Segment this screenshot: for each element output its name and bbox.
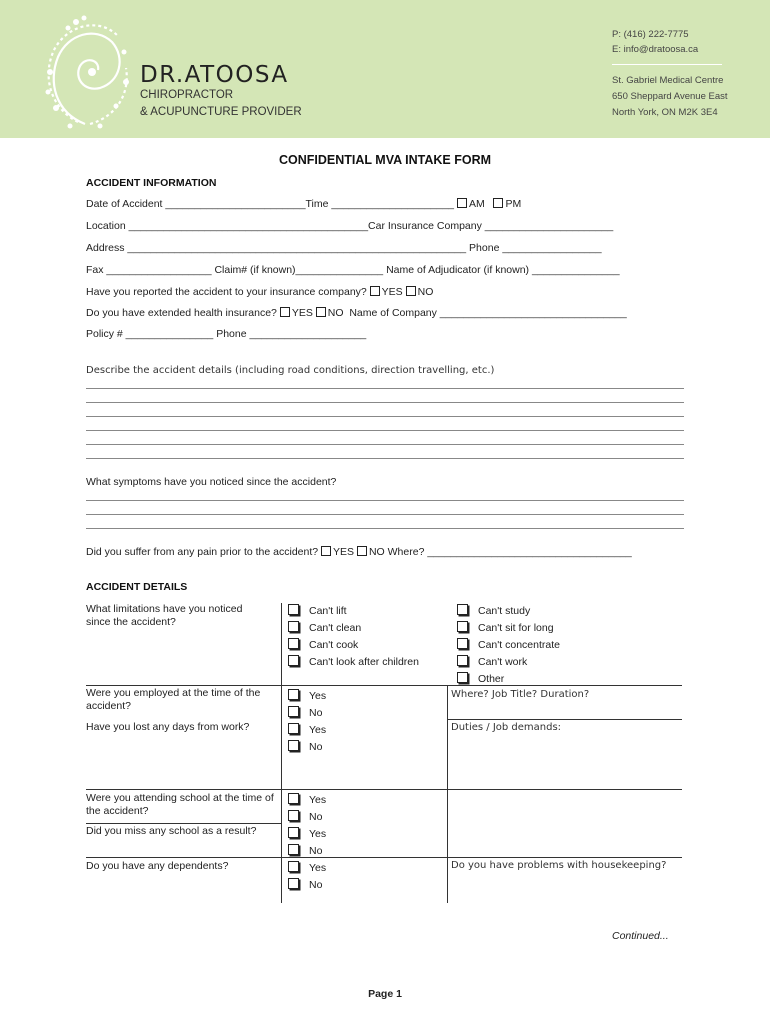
yes-label: Yes bbox=[309, 794, 327, 806]
dependents-no[interactable] bbox=[288, 878, 322, 891]
limit-label: Other bbox=[478, 673, 505, 685]
limit-option[interactable] bbox=[288, 638, 358, 651]
address-field[interactable]: Address __________________________________________________________ Phone _________________ bbox=[86, 242, 602, 254]
symptoms-line[interactable] bbox=[86, 528, 684, 529]
checkbox-icon[interactable] bbox=[457, 638, 468, 649]
yes-label: Yes bbox=[309, 862, 327, 874]
health-question bbox=[86, 307, 627, 319]
school-question: Were you attending school at the time of the accident? bbox=[86, 792, 274, 817]
fax-claim-field[interactable]: Fax __________________ Claim# (if known)_______________ Name of Adjudicator (if known) _______________ bbox=[86, 264, 620, 276]
checkbox-icon[interactable] bbox=[288, 638, 299, 649]
limit-option[interactable] bbox=[457, 638, 560, 651]
letterhead bbox=[0, 0, 770, 138]
form-title: CONFIDENTIAL MVA INTAKE FORM bbox=[278, 153, 492, 167]
am-checkbox[interactable] bbox=[457, 198, 467, 208]
date-time-label: Date of Accident ________________________Time _____________________ bbox=[86, 198, 455, 210]
limit-option[interactable] bbox=[457, 604, 530, 617]
health-yes-label: YES bbox=[291, 307, 313, 319]
checkbox-icon[interactable] bbox=[288, 844, 299, 855]
page-number: Page 1 bbox=[368, 988, 402, 1000]
yes-label: Yes bbox=[309, 690, 327, 702]
limit-label: Can't study bbox=[478, 605, 531, 617]
pm-label: PM bbox=[505, 198, 522, 210]
limit-label: Can't sit for long bbox=[478, 622, 554, 634]
limit-option[interactable] bbox=[288, 655, 419, 668]
address-line-2: 650 Sheppard Avenue East bbox=[612, 91, 728, 102]
checkbox-icon[interactable] bbox=[288, 827, 299, 838]
employed-yes[interactable] bbox=[288, 689, 326, 702]
dependents-yes[interactable] bbox=[288, 861, 326, 874]
health-yes-checkbox[interactable] bbox=[280, 307, 290, 317]
checkbox-icon[interactable] bbox=[457, 672, 468, 683]
pm-checkbox[interactable] bbox=[493, 198, 503, 208]
reported-no-label: NO bbox=[417, 286, 434, 298]
school-no[interactable] bbox=[288, 810, 322, 823]
reported-label: Have you reported the accident to your insurance company? bbox=[86, 286, 367, 298]
health-no-label: NO bbox=[327, 307, 344, 319]
limit-label: Can't clean bbox=[309, 622, 362, 634]
describe-line[interactable] bbox=[86, 458, 684, 459]
contact-email: E: info@dratoosa.ca bbox=[612, 44, 699, 55]
policy-field[interactable]: Policy # _______________ Phone ____________________ bbox=[86, 328, 367, 340]
symptoms-line[interactable] bbox=[86, 514, 684, 515]
pain-yes-checkbox[interactable] bbox=[321, 546, 331, 556]
pain-no-label: NO bbox=[368, 546, 385, 558]
pain-label: Did you suffer from any pain prior to the accident? bbox=[86, 546, 319, 558]
table-rule bbox=[86, 685, 682, 686]
accident-details-heading: ACCIDENT DETAILS bbox=[86, 581, 188, 593]
reported-no-checkbox[interactable] bbox=[406, 286, 416, 296]
symptoms-label: What symptoms have you noticed since the accident? bbox=[86, 476, 337, 488]
describe-line[interactable] bbox=[86, 444, 684, 445]
checkbox-icon[interactable] bbox=[288, 706, 299, 717]
brand-name: DR.ATOOSA bbox=[140, 62, 289, 88]
limit-label: Can't cook bbox=[309, 639, 359, 651]
describe-line[interactable] bbox=[86, 388, 684, 389]
pain-question bbox=[86, 546, 632, 558]
yes-label: Yes bbox=[309, 724, 327, 736]
checkbox-icon[interactable] bbox=[288, 810, 299, 821]
contact-phone: P: (416) 222-7775 bbox=[612, 29, 689, 40]
employed-no[interactable] bbox=[288, 706, 322, 719]
lost-days-no[interactable] bbox=[288, 740, 322, 753]
table-rule bbox=[447, 719, 682, 720]
limit-option[interactable] bbox=[457, 672, 504, 685]
date-time-field[interactable] bbox=[86, 198, 521, 210]
duties-field[interactable]: Duties / Job demands: bbox=[451, 722, 562, 733]
checkbox-icon[interactable] bbox=[288, 655, 299, 666]
miss-school-no[interactable] bbox=[288, 844, 322, 857]
no-label: No bbox=[309, 845, 323, 857]
limit-option[interactable] bbox=[457, 655, 527, 668]
accident-info-heading: ACCIDENT INFORMATION bbox=[86, 177, 217, 189]
limitations-question: What limitations have you noticed since the accident? bbox=[86, 603, 243, 628]
employed-question: Were you employed at the time of the accident? bbox=[86, 687, 261, 712]
checkbox-icon[interactable] bbox=[457, 655, 468, 666]
lost-days-yes[interactable] bbox=[288, 723, 326, 736]
describe-line[interactable] bbox=[86, 402, 684, 403]
limit-option[interactable] bbox=[288, 621, 361, 634]
checkbox-icon[interactable] bbox=[288, 723, 299, 734]
housekeeping-question: Do you have problems with housekeeping? bbox=[451, 860, 667, 871]
reported-question bbox=[86, 286, 433, 298]
limit-label: Can't concentrate bbox=[478, 639, 560, 651]
health-label: Do you have extended health insurance? bbox=[86, 307, 277, 319]
describe-line[interactable] bbox=[86, 430, 684, 431]
table-rule bbox=[86, 857, 682, 858]
describe-line[interactable] bbox=[86, 416, 684, 417]
limit-label: Can't work bbox=[478, 656, 528, 668]
symptoms-line[interactable] bbox=[86, 500, 684, 501]
lost-days-question: Have you lost any days from work? bbox=[86, 721, 250, 733]
checkbox-icon[interactable] bbox=[288, 740, 299, 751]
no-label: No bbox=[309, 879, 323, 891]
checkbox-icon[interactable] bbox=[288, 604, 299, 615]
header-divider bbox=[612, 64, 722, 65]
limit-label: Can't look after children bbox=[309, 656, 419, 668]
dependents-question: Do you have any dependents? bbox=[86, 860, 229, 872]
checkbox-icon[interactable] bbox=[288, 861, 299, 872]
location-field[interactable]: Location _________________________________________Car Insurance Company ______________________ bbox=[86, 220, 614, 232]
checkbox-icon[interactable] bbox=[288, 689, 299, 700]
am-label: AM bbox=[468, 198, 485, 210]
continued-note: Continued... bbox=[612, 930, 669, 942]
reported-yes-checkbox[interactable] bbox=[370, 286, 380, 296]
pain-no-checkbox[interactable] bbox=[357, 546, 367, 556]
table-divider-right bbox=[447, 685, 448, 903]
table-rule bbox=[86, 823, 282, 824]
company-field[interactable]: Name of Company ________________________________ bbox=[349, 307, 627, 319]
checkbox-icon[interactable] bbox=[457, 621, 468, 632]
brand-subtitle-1: CHIROPRACTOR bbox=[140, 89, 234, 101]
reported-yes-label: YES bbox=[381, 286, 403, 298]
pain-yes-label: YES bbox=[333, 546, 355, 558]
miss-school-yes[interactable] bbox=[288, 827, 326, 840]
pain-where-field[interactable]: Where? ___________________________________ bbox=[387, 546, 632, 558]
describe-label: Describe the accident details (including road conditions, direction travelling, etc.) bbox=[86, 365, 495, 376]
checkbox-icon[interactable] bbox=[288, 793, 299, 804]
miss-school-question: Did you miss any school as a result? bbox=[86, 825, 257, 837]
address-line-1: St. Gabriel Medical Centre bbox=[612, 75, 724, 86]
yes-label: Yes bbox=[309, 828, 327, 840]
limit-label: Can't lift bbox=[309, 605, 347, 617]
limit-option[interactable] bbox=[288, 604, 347, 617]
address-line-3: North York, ON M2K 3E4 bbox=[612, 107, 718, 118]
health-no-checkbox[interactable] bbox=[316, 307, 326, 317]
no-label: No bbox=[309, 811, 323, 823]
no-label: No bbox=[309, 741, 323, 753]
no-label: No bbox=[309, 707, 323, 719]
table-divider-left bbox=[281, 603, 282, 903]
table-rule bbox=[86, 789, 682, 790]
checkbox-icon[interactable] bbox=[288, 621, 299, 632]
job-title-field[interactable]: Where? Job Title? Duration? bbox=[451, 689, 590, 700]
limit-option[interactable] bbox=[457, 621, 554, 634]
brand-subtitle-2: & ACUPUNCTURE PROVIDER bbox=[140, 106, 302, 118]
school-yes[interactable] bbox=[288, 793, 326, 806]
spiral-logo-icon bbox=[40, 12, 130, 132]
checkbox-icon[interactable] bbox=[457, 604, 468, 615]
checkbox-icon[interactable] bbox=[288, 878, 299, 889]
